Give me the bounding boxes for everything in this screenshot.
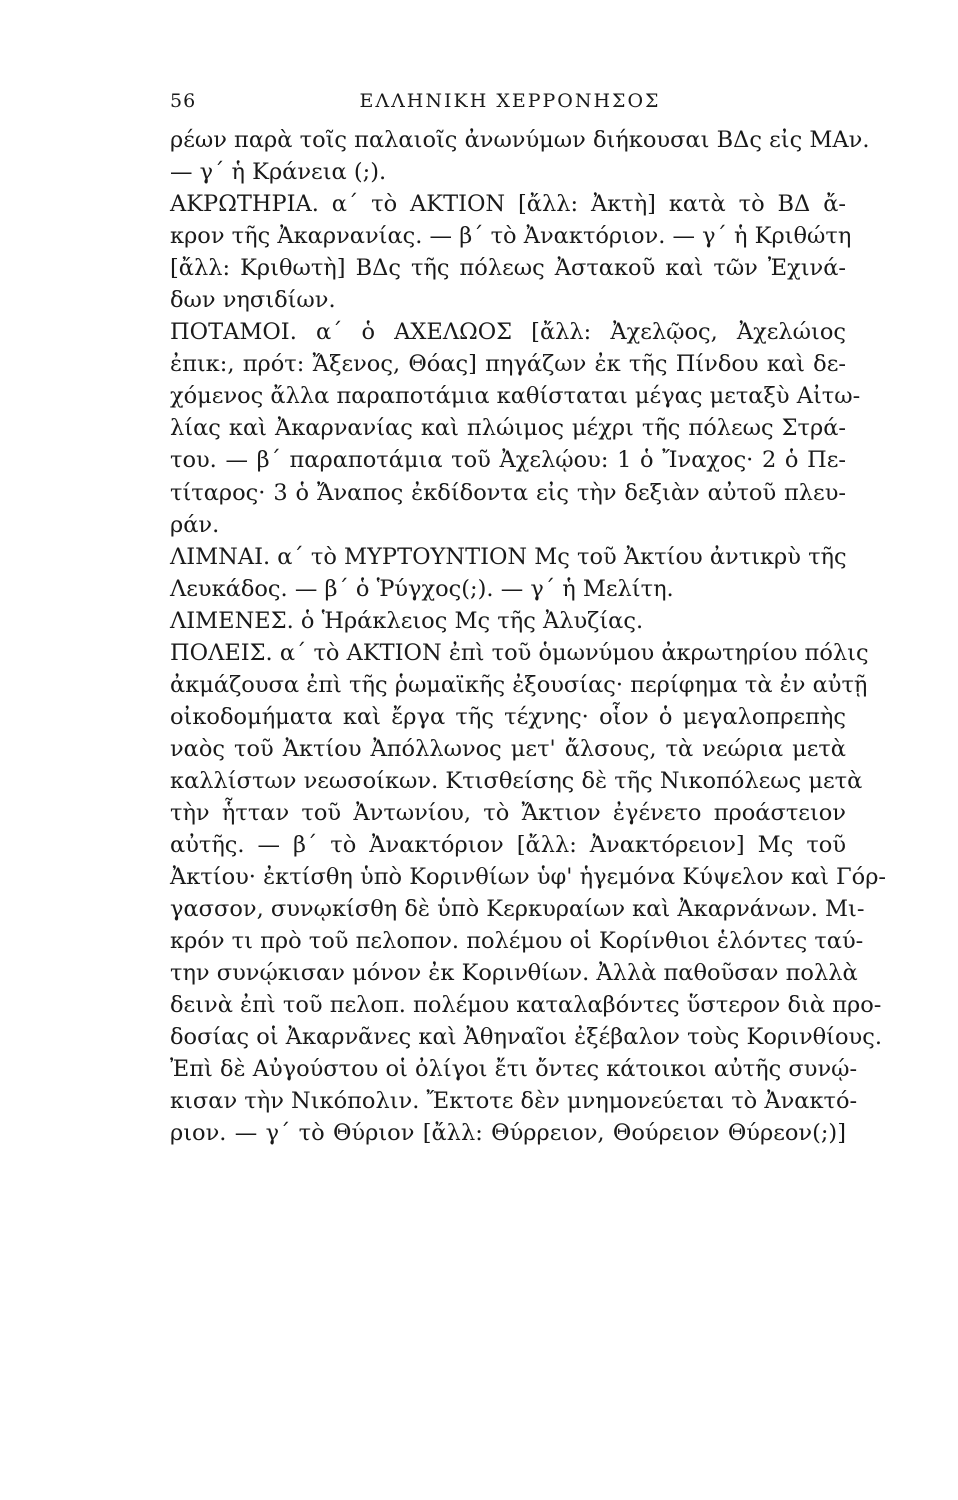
text-line: γασσον, συνῳκίσθη δὲ ὑπὸ Κερκυραίων καὶ Ἀκαρνάνων. Μι- — [170, 896, 865, 923]
text-line: δοσίας οἱ Ἀκαρνᾶνες καὶ Ἀθηναῖοι ἐξέβαλον τοὺς Κορινθίους. — [170, 1024, 882, 1051]
text-line: ΛΙΜΕΝΕΣ. ὁ Ἡράκλειος Μς τῆς Ἀλυζίας. — [170, 607, 644, 634]
text-line: ΑΚΡΩΤΗΡΙΑ. α΄ τὸ ΑΚΤΙΟΝ [ἄλλ: Ἀκτὴ] κατὰ τὸ ΒΔ ἄ- — [170, 191, 846, 218]
running-header — [170, 90, 850, 120]
text-line: κρόν τι πρὸ τοῦ πελοπον. πολέμου οἱ Κορίνθιοι ἑλόντες ταύ- — [170, 928, 864, 955]
page-number: 56 — [170, 90, 197, 112]
text-line: του. — β΄ παραποτάμια τοῦ Ἀχελῴου: 1 ὁ Ἴναχος· 2 ὁ Πε- — [170, 447, 846, 474]
text-line: [ἄλλ: Κριθωτὴ] ΒΔς τῆς πόλεως Ἀστακοῦ καὶ τῶν Ἐχινά- — [170, 255, 846, 282]
text-line: ράν. — [170, 511, 220, 538]
text-line: ἐπικ:, πρότ: Ἄξενος, Θόας] πηγάζων ἐκ τῆς Πίνδου καὶ δε- — [170, 351, 846, 378]
text-line: ριον. — γ΄ τὸ Θύριον [ἄλλ: Θύρρειον, Θούρειον Θύρεον(;)] — [170, 1120, 846, 1147]
text-line: Λευκάδος. — β΄ ὁ Ῥύγχος(;). — γ΄ ἡ Μελίτη. — [170, 575, 674, 602]
text-line: την συνῴκισαν μόνον ἐκ Κορινθίων. Ἀλλὰ παθοῦσαν πολλὰ — [170, 960, 858, 987]
text-line: δων νησιδίων. — [170, 287, 336, 314]
text-line: ΠΟΤΑΜΟΙ. α΄ ὁ ΑΧΕΛΩΟΣ [ἄλλ: Ἀχελῷος, Ἀχελώιος — [170, 319, 846, 346]
text-line: ἀκμάζουσα ἐπὶ τῆς ῥωμαϊκῆς ἐξουσίας· περίφημα τὰ ἐν αὐτῇ — [170, 671, 868, 698]
text-line: λίας καὶ Ἀκαρνανίας καὶ πλώιμος μέχρι τῆς πόλεως Στρά- — [170, 415, 846, 442]
text-line: ναὸς τοῦ Ἀκτίου Ἀπόλλωνος μετ' ἄλσους, τὰ νεώρια μετὰ — [170, 735, 846, 762]
text-line: ΛΙΜΝΑΙ. α΄ τὸ ΜΥΡΤΟΥΝΤΙΟΝ Μς τοῦ Ἀκτίου ἀντικρὺ τῆς — [170, 543, 847, 570]
text-line: ρέων παρὰ τοῖς παλαιοῖς ἀνωνύμων διήκουσαι ΒΔς εἰς ΜΑν. — [170, 127, 870, 153]
text-line: κισαν τὴν Νικόπολιν. Ἔκτοτε δὲν μνημονεύεται τὸ Ἀνακτό- — [170, 1088, 858, 1115]
text-line: αὐτῆς. — β΄ τὸ Ἀνακτόριον [ἄλλ: Ἀνακτόρειον] Μς τοῦ — [170, 832, 846, 859]
text-line: Ἀκτίου· ἐκτίσθη ὑπὸ Κορινθίων ὑφ' ἡγεμόνα Κύψελον καὶ Γόρ- — [170, 864, 887, 891]
text-line: ΠΟΛΕΙΣ. α΄ τὸ ΑΚΤΙΟΝ ἐπὶ τοῦ ὁμωνύμου ἀκρωτηρίου πόλις — [170, 639, 869, 666]
text-line: οἰκοδομήματα καὶ ἔργα τῆς τέχνης· οἷον ὁ μεγαλοπρεπὴς — [170, 703, 846, 730]
page-body-text — [170, 124, 887, 1150]
text-line: κρον τῆς Ἀκαρνανίας. — β΄ τὸ Ἀνακτόριον. — γ΄ ἡ Κριθώτη — [170, 223, 852, 250]
text-line: Ἐπὶ δὲ Αὐγούστου οἱ ὀλίγοι ἔτι ὄντες κάτοικοι αὐτῆς συνῴ- — [170, 1056, 858, 1083]
text-line: δεινὰ ἐπὶ τοῦ πελοπ. πολέμου καταλαβόντες ὕστερον διὰ προ- — [170, 992, 882, 1019]
text-line: καλλίστων νεωσοίκων. Κτισθείσης δὲ τῆς Νικοπόλεως μετὰ — [170, 767, 863, 794]
running-title: ΕΛΛΗΝΙΚΗ ΧΕΡΡΟΝΗΣΟΣ — [359, 90, 661, 112]
text-line: χόμενος ἄλλα παραποτάμια καθίσταται μέγας μεταξὺ Αἰτω- — [170, 383, 861, 410]
text-line: τίταρος· 3 ὁ Ἄναπος ἐκδίδοντα εἰς τὴν δεξιὰν αὐτοῦ πλευ- — [170, 479, 846, 506]
text-line: — γ΄ ἡ Κράνεια (;). — [170, 159, 387, 186]
text-line: τὴν ἧτταν τοῦ Ἀντωνίου, τὸ Ἄκτιον ἐγένετο προάστειον — [170, 799, 846, 826]
